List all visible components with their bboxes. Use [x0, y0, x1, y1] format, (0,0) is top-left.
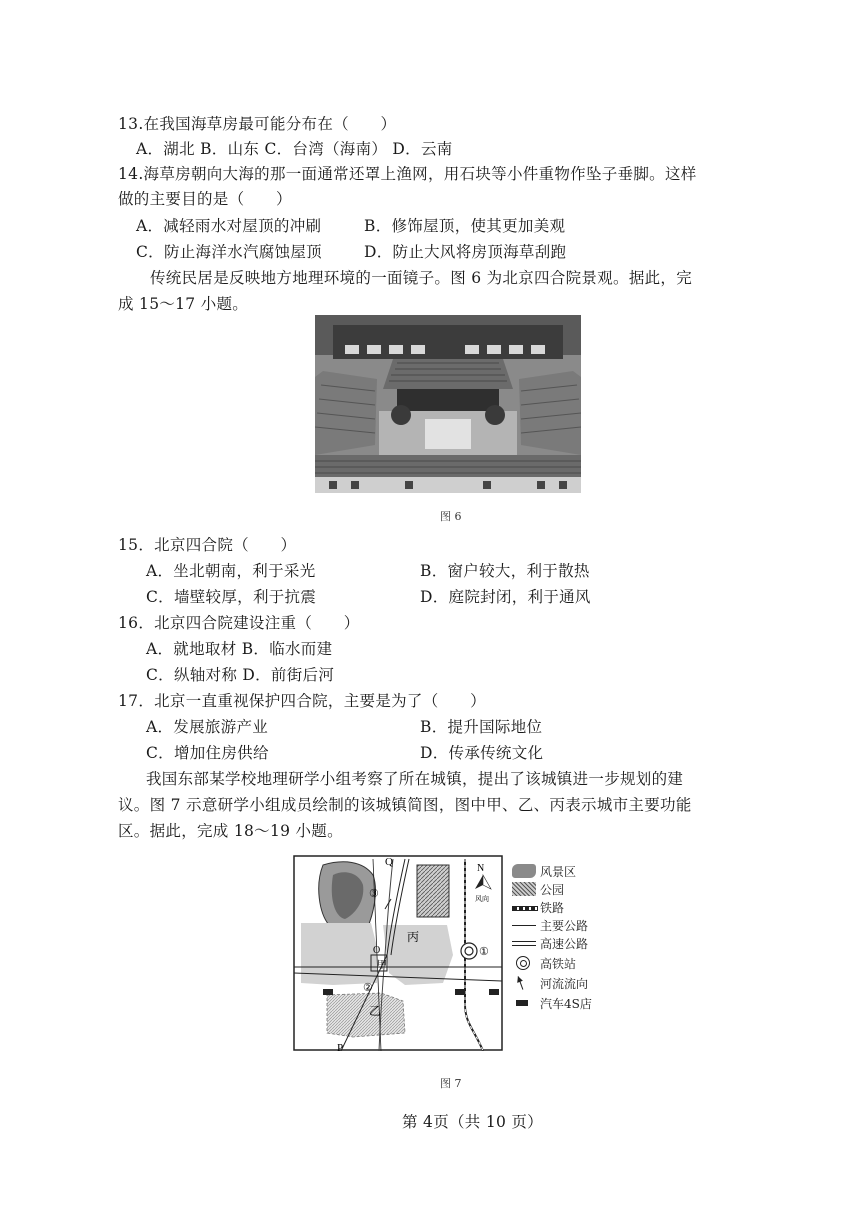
q15-option-d: D．庭院封闭，利于通风 [420, 588, 591, 606]
label-o: O [373, 945, 381, 956]
q15-stem: 15．北京四合院（ ） [118, 536, 297, 554]
q16-options-row2: C．纵轴对称 D．前街后河 [146, 666, 335, 684]
figure-7-caption: 图 7 [440, 1077, 462, 1090]
q17-option-b: B．提升国际地位 [420, 718, 543, 736]
park-icon [512, 882, 536, 896]
label-p: P [337, 1042, 344, 1051]
car-4s-shop-icon [512, 996, 536, 1010]
legend-highway: 高速公路 [512, 934, 588, 952]
page-footer: 第 4页（共 10 页） [402, 1113, 543, 1131]
label-yi: 乙 [369, 1004, 382, 1018]
label-bing: 丙 [407, 930, 420, 944]
q17-option-d: D．传承传统文化 [420, 744, 544, 762]
north-label: N [477, 863, 485, 874]
label-q: Q [385, 856, 393, 868]
label-3: ③ [369, 888, 379, 900]
intro-15-17-line1: 传统民居是反映地方地理环境的一面镜子。图 6 为北京四合院景观。据此，完 [150, 269, 693, 287]
intro-18-19-line2: 议。图 7 示意研学小组成员绘制的该城镇简图，图中甲、乙、丙表示城市主要功能 [118, 796, 692, 814]
legend-hsr-station: 高铁站 [512, 954, 576, 972]
highway-icon [512, 936, 536, 950]
legend-park: 公园 [512, 880, 564, 898]
legend-car-4s: 汽车4S店 [512, 994, 592, 1012]
legend-main-road: 主要公路 [512, 916, 588, 934]
q14-option-d: D．防止大风将房顶海草刮跑 [364, 243, 567, 261]
legend-railway: 铁路 [512, 898, 564, 916]
legend-scenic: 风景区 [512, 862, 576, 880]
q14-stem-line2: 做的主要目的是（ ） [118, 190, 292, 208]
legend-river-flow: 河流流向 [512, 974, 588, 992]
q14-option-a: A．减轻雨水对屋顶的冲刷 [136, 217, 322, 235]
siheyuan-photo [315, 315, 581, 493]
q16-options-row1: A．就地取材 B．临水而建 [146, 640, 333, 658]
label-jia: 甲 [377, 960, 387, 971]
q17-stem: 17．北京一直重视保护四合院，主要是为了（ ） [118, 692, 486, 710]
q13-options: A．湖北 B．山东 C．台湾（海南） D．云南 [136, 140, 453, 158]
main-road-icon [512, 918, 536, 932]
q13-stem: 13.在我国海草房最可能分布在（ ） [118, 115, 397, 133]
hsr-station-icon [512, 956, 536, 970]
town-map [293, 855, 503, 1051]
intro-18-19-line3: 区。据此，完成 18～19 小题。 [118, 822, 343, 840]
q15-option-b: B．窗户较大，利于散热 [420, 562, 590, 580]
railway-icon [512, 900, 536, 914]
wind-label: 风向 [475, 895, 489, 903]
river-flow-arrow-icon [512, 976, 536, 990]
q15-option-c: C．墙壁较厚，利于抗震 [146, 588, 317, 606]
q15-option-a: A．坐北朝南，利于采光 [146, 562, 316, 580]
intro-18-19-line1: 我国东部某学校地理研学小组考察了所在城镇，提出了该城镇进一步规划的建 [146, 770, 684, 788]
q14-stem-line1: 14.海草房朝向大海的那一面通常还罩上渔网，用石块等小件重物作坠子垂脚。这样 [118, 165, 697, 183]
q17-option-a: A．发展旅游产业 [146, 718, 269, 736]
q17-option-c: C．增加住房供给 [146, 744, 269, 762]
scenic-area-icon [512, 864, 536, 878]
label-2: ② [363, 982, 373, 994]
q14-option-c: C．防止海洋水汽腐蚀屋顶 [136, 243, 322, 261]
intro-15-17-line2: 成 15～17 小题。 [118, 295, 249, 313]
q16-stem: 16．北京四合院建设注重（ ） [118, 614, 360, 632]
figure-6-caption: 图 6 [440, 510, 462, 523]
label-1: ① [479, 946, 489, 958]
q14-option-b: B．修饰屋顶，使其更加美观 [364, 217, 566, 235]
